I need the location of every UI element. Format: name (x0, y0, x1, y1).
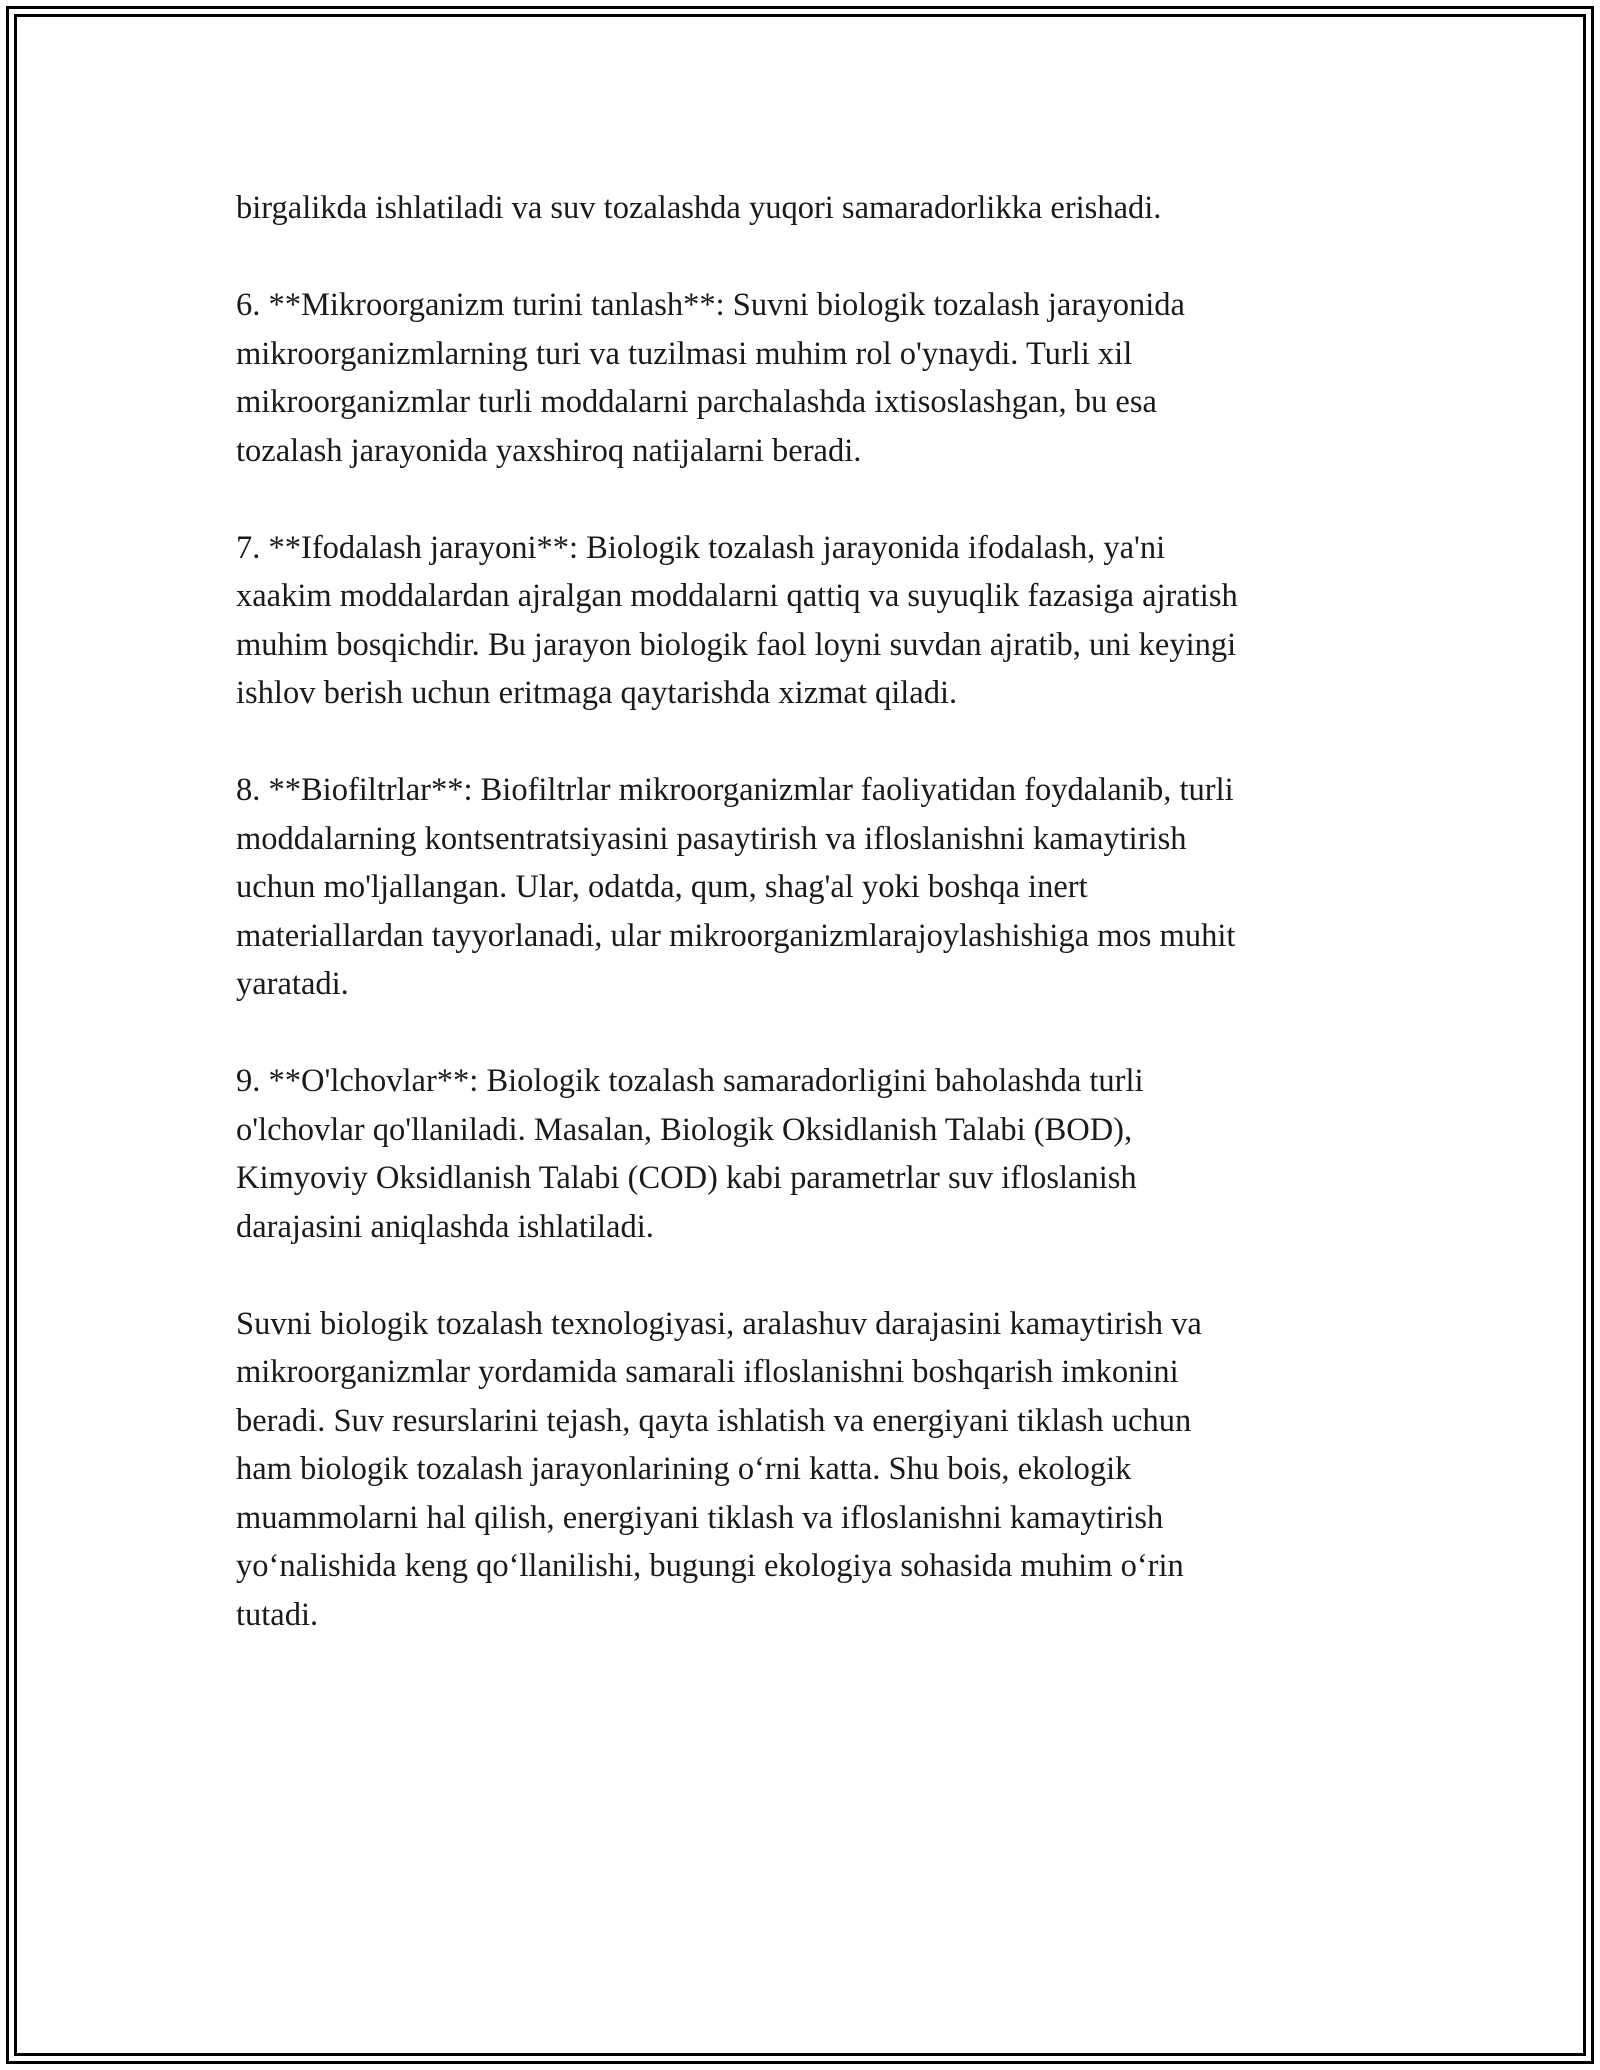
text-line: tozalash jarayonida yaxshiroq natijalarni beradi. (236, 432, 862, 469)
text-line: birgalikda ishlatiladi va suv tozalashda yuqori samaradorlikka erishadi. (236, 190, 1162, 226)
text-line: 8. **Biofiltrlar**: Biofiltrlar mikroorganizmlar faoliyatidan foydalanib, turli (236, 772, 1234, 808)
paragraph-item-7 (236, 524, 1386, 718)
text-line: uchun mo'ljallangan. Ular, odatda, qum, shag'al yoki boshqa inert (236, 869, 1088, 905)
text-line: xaakim moddalardan ajralgan moddalarni qattiq va suyuqlik fazasiga ajratish (236, 578, 1238, 614)
text-line: moddalarning kontsentratsiyasini pasaytirish va ifloslanishni kamaytirish (236, 820, 1187, 857)
paragraph-item-9 (236, 1057, 1386, 1251)
text-line: 7. **Ifodalash jarayoni**: Biologik tozalash jarayonida ifodalash, ya'ni (236, 529, 1166, 566)
paragraph-item-8 (236, 766, 1386, 1009)
paragraph-continuation (236, 184, 1386, 233)
paragraph-conclusion (236, 1300, 1386, 1640)
text-line: mikroorganizmlarning turi va tuzilmasi muhim rol o'ynaydi. Turli xil (236, 335, 1133, 372)
document-body (236, 184, 1386, 1688)
text-line: darajasini aniqlashda ishlatiladi. (236, 1208, 654, 1245)
text-line: mikroorganizmlar turli moddalarni parchalashda ixtisoslashgan, bu esa (236, 384, 1157, 420)
text-line: tutadi. (236, 1596, 319, 1633)
text-line: o'lchovlar qo'llaniladi. Masalan, Biologik Oksidlanish Talabi (BOD), (236, 1111, 1133, 1148)
text-line: materiallardan tayyorlanadi, ular mikroorganizmlarajoylashishiga mos muhit (236, 917, 1236, 954)
text-line: muammolarni hal qilish, energiyani tiklash va ifloslanishni kamaytirish (236, 1499, 1164, 1536)
text-line: ham biologik tozalash jarayonlarining o‘rni katta. Shu bois, ekologik (236, 1451, 1132, 1487)
text-line: muhim bosqichdir. Bu jarayon biologik faol loyni suvdan ajratib, uni keyingi (236, 626, 1237, 663)
text-line: 6. **Mikroorganizm turini tanlash**: Suvni biologik tozalash jarayonida (236, 287, 1185, 323)
text-line: 9. **O'lchovlar**: Biologik tozalash samaradorligini baholashda turli (236, 1063, 1144, 1099)
text-line: Kimyoviy Oksidlanish Talabi (COD) kabi parametrlar suv ifloslanish (236, 1160, 1137, 1196)
text-line: ishlov berish uchun eritmaga qaytarishda xizmat qiladi. (236, 675, 958, 711)
text-line: yaratadi. (236, 966, 349, 1002)
paragraph-item-6 (236, 281, 1386, 475)
text-line: mikroorganizmlar yordamida samarali ifloslanishni boshqarish imkonini (236, 1354, 1179, 1390)
text-line: beradi. Suv resurslarini tejash, qayta ishlatish va energiyani tiklash uchun (236, 1402, 1192, 1439)
text-line: Suvni biologik tozalash texnologiyasi, aralashuv darajasini kamaytirish va (236, 1305, 1202, 1342)
text-line: yo‘nalishida keng qo‘llanilishi, bugungi ekologiya sohasida muhim o‘rin (236, 1548, 1184, 1584)
